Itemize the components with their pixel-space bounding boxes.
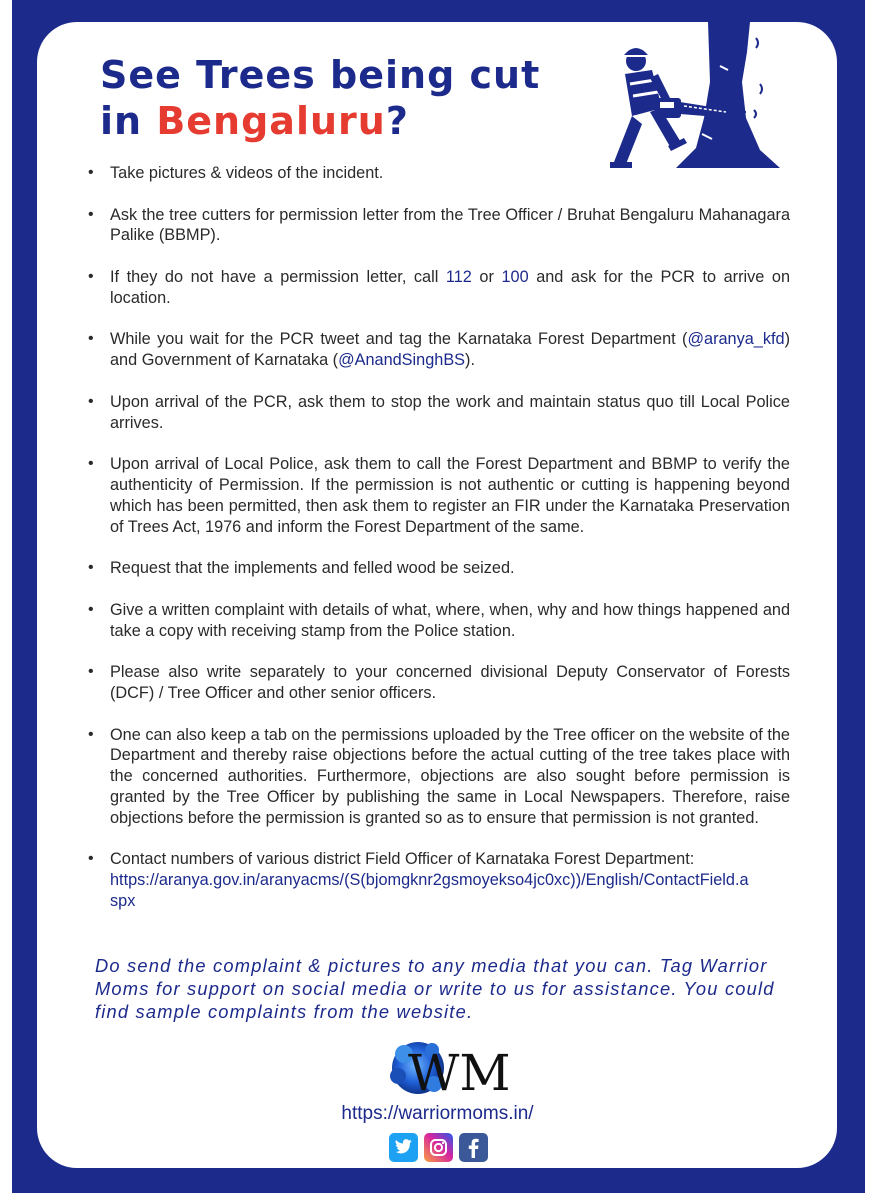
bullet-icon: • (88, 330, 94, 348)
list-item (88, 205, 790, 247)
list-item (88, 600, 790, 642)
list-item-text: Ask the tree cutters for permission letter from the Tree Officer / Bruhat Bengaluru Mahanagara Palike (BBMP). (110, 205, 790, 245)
instruction-list (88, 163, 790, 932)
phone-link-112[interactable]: 112 (445, 267, 472, 286)
warrior-moms-logo (388, 1036, 511, 1102)
bullet-icon: • (88, 663, 94, 681)
list-item (88, 849, 790, 911)
list-item-text: Upon arrival of Local Police, ask them to call the Forest Department and BBMP to verify the authenticity of Permission. If the permission is not authentic or cutting is happening beyond which has been permitted, then ask them to register an FIR under the Karnataka Preservation of Trees Act, 1976 and inform the Forest Department of the same. (110, 455, 790, 536)
list-item (88, 558, 790, 579)
media-note: Do send the complaint & pictures to any media that you can. Tag Warrior Moms for support on social media or write to us for assistance. You could find sample complaints from the website. (95, 955, 775, 1022)
bullet-icon: • (88, 850, 94, 868)
contact-field-link-part[interactable]: spx (110, 891, 136, 910)
page-title (100, 52, 540, 144)
list-item-text: ). (465, 351, 475, 370)
list-item-text: Contact numbers of various district Field Officer of Karnataka Forest Department: (110, 850, 695, 869)
contact-field-link[interactable] (110, 871, 749, 910)
bullet-icon: • (88, 455, 94, 473)
bullet-icon: • (88, 205, 94, 223)
list-item (88, 329, 790, 371)
logo-letters: WM (408, 1044, 511, 1102)
twitter-handle-anandsinghbs[interactable]: @AnandSinghBS (338, 351, 466, 370)
facebook-icon[interactable] (459, 1133, 488, 1162)
title-question-mark: ? (385, 99, 409, 143)
social-icons (389, 1133, 488, 1162)
list-item (88, 267, 790, 309)
list-item-text: Request that the implements and felled wood be seized. (110, 559, 515, 578)
list-item-text: Take pictures & videos of the incident. (110, 164, 384, 182)
list-item (88, 454, 790, 537)
list-item-text: Upon arrival of the PCR, ask them to stop the work and maintain status quo till Local Police arrives. (110, 392, 790, 432)
bullet-icon: • (88, 600, 94, 618)
instagram-icon[interactable] (424, 1133, 453, 1162)
list-item-text: While you wait for the PCR tweet and tag the Karnataka Forest Department ( (110, 330, 688, 349)
twitter-icon[interactable] (389, 1133, 418, 1162)
list-item (88, 163, 790, 184)
title-line-1: See Trees being cut (100, 53, 541, 97)
website-link[interactable]: https://warriormoms.in/ (341, 1103, 534, 1124)
twitter-handle-aranya-kfd[interactable]: @aranya_kfd (687, 330, 785, 349)
title-city: Bengaluru (156, 99, 386, 143)
bullet-icon: • (88, 559, 94, 577)
phone-link-100[interactable]: 100 (501, 267, 529, 286)
list-item-text: Give a written complaint with details of what, where, when, why and how things happened and take a copy with receiving stamp from the Police station. (110, 600, 790, 640)
bullet-icon: • (88, 392, 94, 410)
list-item (88, 725, 790, 829)
list-item-text: If they do not have a permission letter, call (110, 267, 446, 286)
list-item-text: Please also write separately to your concerned divisional Deputy Conservator of Forests (DCF) / Tree Officer and other senior officers. (110, 663, 790, 702)
bullet-icon: • (88, 725, 94, 743)
list-item (88, 392, 790, 434)
list-item (88, 662, 790, 704)
bullet-icon: • (88, 164, 94, 181)
title-line-2-prefix: in (100, 99, 157, 143)
list-item-text: One can also keep a tab on the permissions uploaded by the Tree officer on the website of the Department and thereby raise objections before the actual cutting of the tree takes place with the concerned authorities. Furthermore, objections are also sought before permission is granted by the Tree Officer by publishing the same in Local Newspapers. Therefore, raise objections before the permission is granted so as to ensure that permission is not granted. (110, 725, 790, 827)
list-item-text: or (471, 267, 502, 286)
bullet-icon: • (88, 267, 94, 285)
contact-field-link-part[interactable]: https://aranya.gov.in/aranyacms/(S(bjomgknr2gsmoyekso4jc0xc))/English/ContactField.a (110, 871, 749, 890)
list-item-text: and ask for the PCR to arrive on location. (110, 267, 790, 307)
tree-cutter-illustration (600, 22, 790, 170)
list-item-text: ) and Government of Karnataka ( (110, 330, 790, 370)
